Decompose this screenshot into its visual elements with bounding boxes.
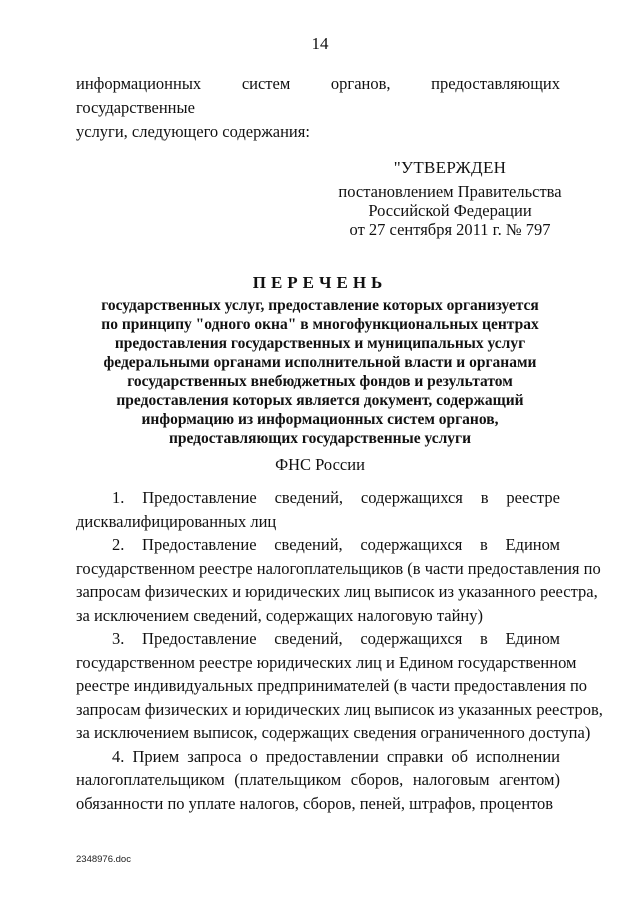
item-line: государственном реестре налогоплательщиков (в части предоставления по — [76, 558, 601, 578]
service-list — [76, 486, 603, 815]
list-item — [76, 627, 603, 745]
item-line: 1. Предоставление сведений, содержащихся в реестре — [112, 488, 560, 507]
footer-filename: 2348976.doc — [76, 854, 131, 865]
intro-line: услуги, следующего содержания: — [76, 122, 310, 141]
item-line: 4. Прием запроса о предоставлении справки об исполнении — [112, 746, 560, 766]
approval-stamp — [330, 158, 570, 239]
item-line: за исключением выписок, содержащих сведения ограниченного доступа) — [76, 723, 591, 742]
item-line: запросам физических и юридических лиц выписок из указанного реестра, — [76, 582, 598, 601]
item-line: запросам физических и юридических лиц выписок из указанных реестров, — [76, 699, 603, 719]
approval-line: постановлением Правительства — [338, 182, 562, 201]
item-line: за исключением сведений, содержащих налоговую тайну) — [76, 605, 483, 625]
list-item — [76, 533, 601, 627]
item-line: дисквалифицированных лиц — [76, 511, 277, 531]
subtitle-line: предоставляющих государственные услуги — [168, 430, 472, 447]
document-subtitle — [80, 296, 560, 448]
item-line: обязанности по уплате налогов, сборов, пеней, штрафов, процентов — [76, 793, 554, 813]
approval-title: "УТВЕРЖДЕН — [393, 158, 507, 177]
subtitle-line: предоставления государственных и муниципальных услуг — [114, 335, 526, 352]
subtitle-line: по принципу "одного окна" в многофункциональных центрах — [101, 316, 539, 333]
document-title: ПЕРЕЧЕНЬ — [252, 273, 388, 292]
intro-line: информационных систем органов, предоставляющих государственные — [76, 74, 560, 117]
page-number: 14 — [311, 34, 329, 53]
item-line: государственном реестре юридических лиц и Едином государственном — [76, 652, 577, 672]
item-line: реестре индивидуальных предпринимателей (в части предоставления по — [76, 676, 588, 695]
item-line: 3. Предоставление сведений, содержащихся в Едином — [112, 629, 560, 648]
item-line: налогоплательщиком (плательщиком сборов, налоговым агентом) — [76, 770, 560, 789]
subtitle-line: информацию из информационных систем органов, — [141, 411, 499, 428]
approval-line: от 27 сентября 2011 г. № 797 — [349, 220, 551, 239]
subtitle-line: государственных внебюджетных фондов и результатом — [127, 373, 513, 390]
intro-paragraph — [76, 72, 560, 144]
subtitle-line: государственных услуг, предоставление которых организуется — [101, 297, 539, 314]
approval-line: Российской Федерации — [368, 201, 532, 220]
item-line: 2. Предоставление сведений, содержащихся в Едином — [112, 535, 560, 554]
agency-heading: ФНС России — [275, 455, 365, 474]
list-item — [76, 486, 560, 533]
subtitle-line: федеральными органами исполнительной власти и органами — [103, 354, 537, 371]
list-item — [76, 745, 560, 816]
subtitle-line: предоставления которых является документ, содержащий — [116, 392, 524, 409]
